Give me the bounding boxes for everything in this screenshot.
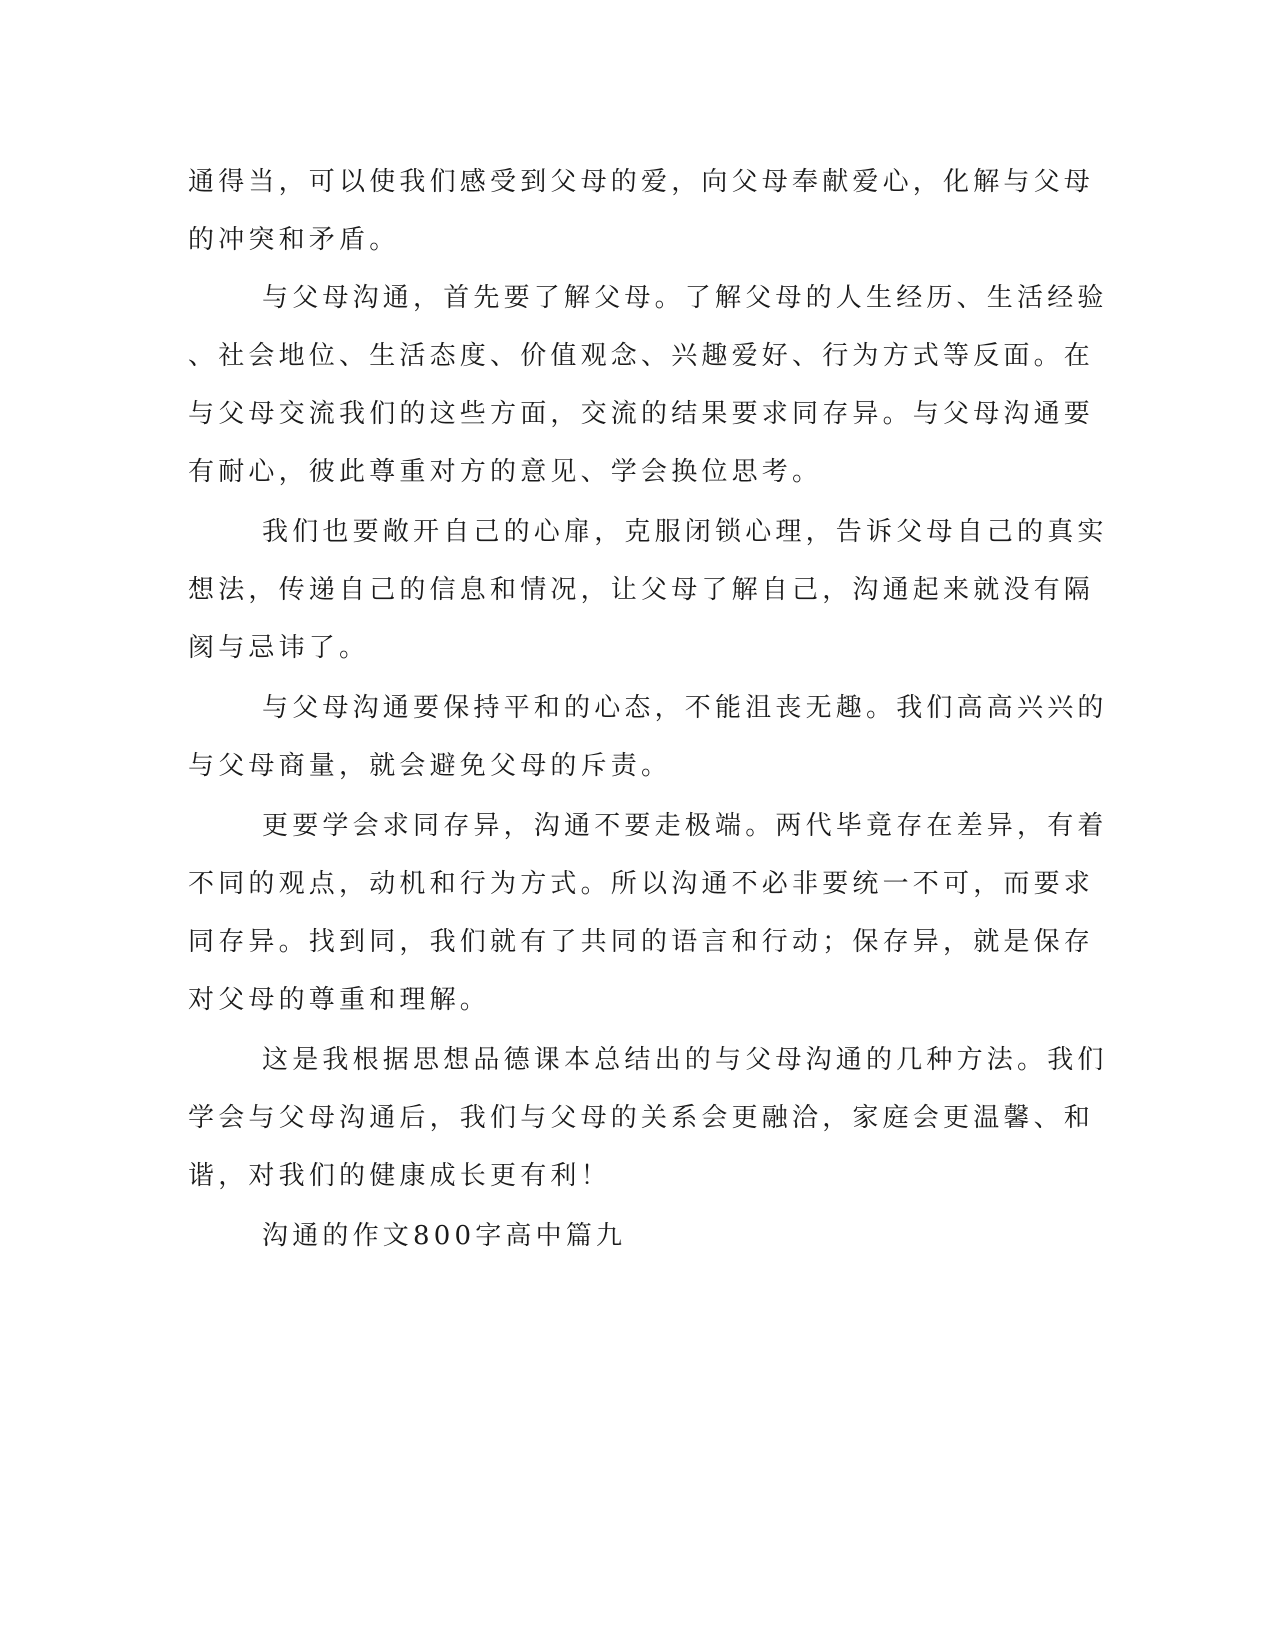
text-line: 通得当，可以使我们感受到父母的爱，向父母奉献爱心，化解与父母 <box>188 167 1095 197</box>
text-line: 谐，对我们的健康成长更有利！ <box>188 1161 611 1191</box>
text-line: 与父母商量，就会避免父母的斥责。 <box>188 751 672 781</box>
paragraph-start-line: 与父母沟通要保持平和的心态，不能沮丧无趣。我们高高兴兴的 <box>262 693 1108 723</box>
text-line: 有耐心，彼此尊重对方的意见、学会换位思考。 <box>188 457 823 487</box>
section-heading: 沟通的作文800字高中篇九 <box>262 1221 627 1251</box>
text-line: 同存异。找到同，我们就有了共同的语言和行动；保存异，就是保存 <box>188 927 1095 957</box>
text-line: 对父母的尊重和理解。 <box>188 985 491 1015</box>
text-line: 与父母交流我们的这些方面，交流的结果要求同存异。与父母沟通要 <box>188 399 1095 429</box>
text-line: 、社会地位、生活态度、价值观念、兴趣爱好、行为方式等反面。在 <box>188 341 1095 371</box>
text-line: 不同的观点，动机和行为方式。所以沟通不必非要统一不可，而要求 <box>188 869 1095 899</box>
text-line: 的冲突和矛盾。 <box>188 225 400 255</box>
paragraph-start-line: 与父母沟通，首先要了解父母。了解父母的人生经历、生活经验 <box>262 283 1108 313</box>
text-line: 学会与父母沟通后，我们与父母的关系会更融洽，家庭会更温馨、和 <box>188 1103 1095 1133</box>
text-line: 阂与忌讳了。 <box>188 633 370 663</box>
paragraph-start-line: 我们也要敞开自己的心扉，克服闭锁心理，告诉父母自己的真实 <box>262 517 1108 547</box>
paragraph-start-line: 这是我根据思想品德课本总结出的与父母沟通的几种方法。我们 <box>262 1045 1108 1075</box>
paragraph-start-line: 更要学会求同存异，沟通不要走极端。两代毕竟存在差异，有着 <box>262 811 1108 841</box>
text-line: 想法，传递自己的信息和情况，让父母了解自己，沟通起来就没有隔 <box>188 575 1095 605</box>
